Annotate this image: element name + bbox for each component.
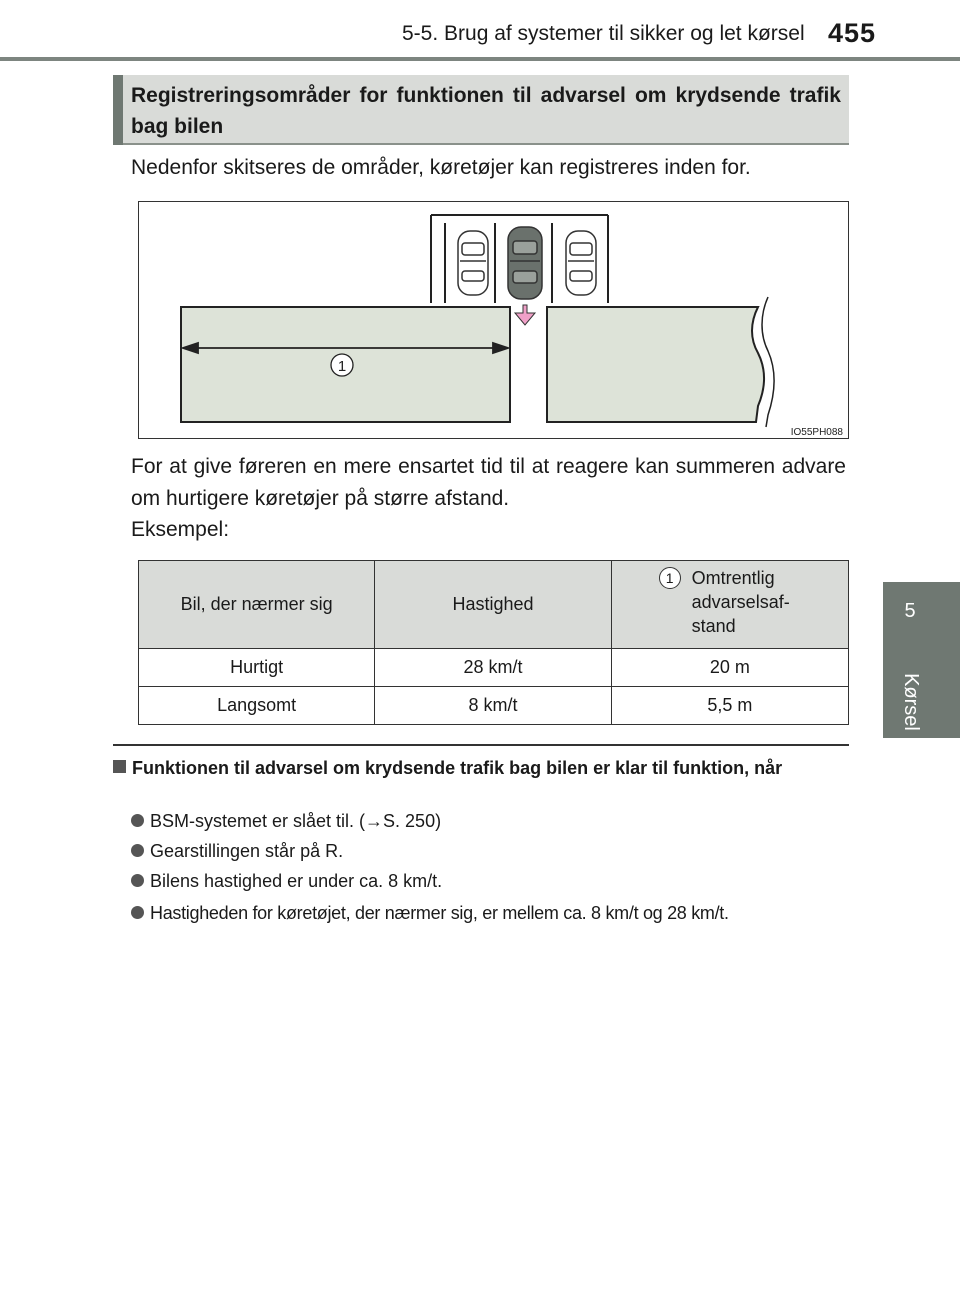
header-warning-distance-label: Omtrentlig advarselsaf- stand [691,568,790,636]
reversing-car [508,227,542,299]
chapter-label: Kørsel [900,673,922,731]
callout-number: 1 [337,358,347,375]
list-item: Hastigheden for køretøjet, der nærmer sig, er mellem ca. 8 km/t og 28 km/t. [131,901,729,925]
cell-distance: 20 m [611,649,848,687]
running-header-section: 5-5. Brug af systemer til sikker og let kørsel [402,22,805,45]
section-heading-bar [113,75,123,145]
notes-heading-text: Funktionen til advarsel om krydsende trafik bag bilen er klar til funktion, når [132,758,783,778]
list-item: Gearstillingen står på R. [131,839,343,863]
header-rule [0,57,960,61]
detection-zone-right [547,307,764,422]
warning-distance-table [138,560,849,725]
list-item: Bilens hastighed er under ca. 8 km/t. [131,869,442,893]
cell-speed: 28 km/t [375,649,611,687]
parked-car-right [566,231,596,295]
header-warning-distance [611,561,848,649]
cell-vehicle: Hurtigt [139,649,375,687]
bullet-icon [131,874,144,887]
cell-speed: 8 km/t [375,687,611,725]
example-label: Eksempel: [131,518,230,541]
cell-vehicle: Langsomt [139,687,375,725]
callout-1 [331,354,353,376]
intro-paragraph: Nedenfor skitseres de områder, køretøjer kan registreres inden for. [131,156,751,179]
body-paragraph: For at give føreren en mere ensartet tid til at reagere kan summeren advare om hurtigere køretøjer på større afstand. [131,455,846,510]
header-approaching-vehicle: Bil, der nærmer sig [139,561,375,649]
table-header-row [139,561,849,649]
parked-car-left [458,231,488,295]
figure-code: IO55PH088 [790,427,843,438]
header-speed: Hastighed [375,561,611,649]
page-number: 455 [828,18,877,48]
table-row [139,687,849,725]
header-callout: 1 [659,567,681,589]
bullet-icon [131,844,144,857]
bullet-icon [131,906,144,919]
table-row [139,649,849,687]
detection-area-figure [138,201,849,439]
cell-distance: 5,5 m [611,687,848,725]
chapter-number: 5 [904,600,916,622]
list-item: BSM-systemet er slået til. (→S. 250) [131,809,441,833]
bullet-icon [131,814,144,827]
section-title: Registreringsområder for funktionen til advarsel om krydsende trafik bag bilen [131,84,841,138]
square-bullet-icon [113,760,126,773]
notes-rule [113,744,849,746]
notes-heading [113,757,853,780]
